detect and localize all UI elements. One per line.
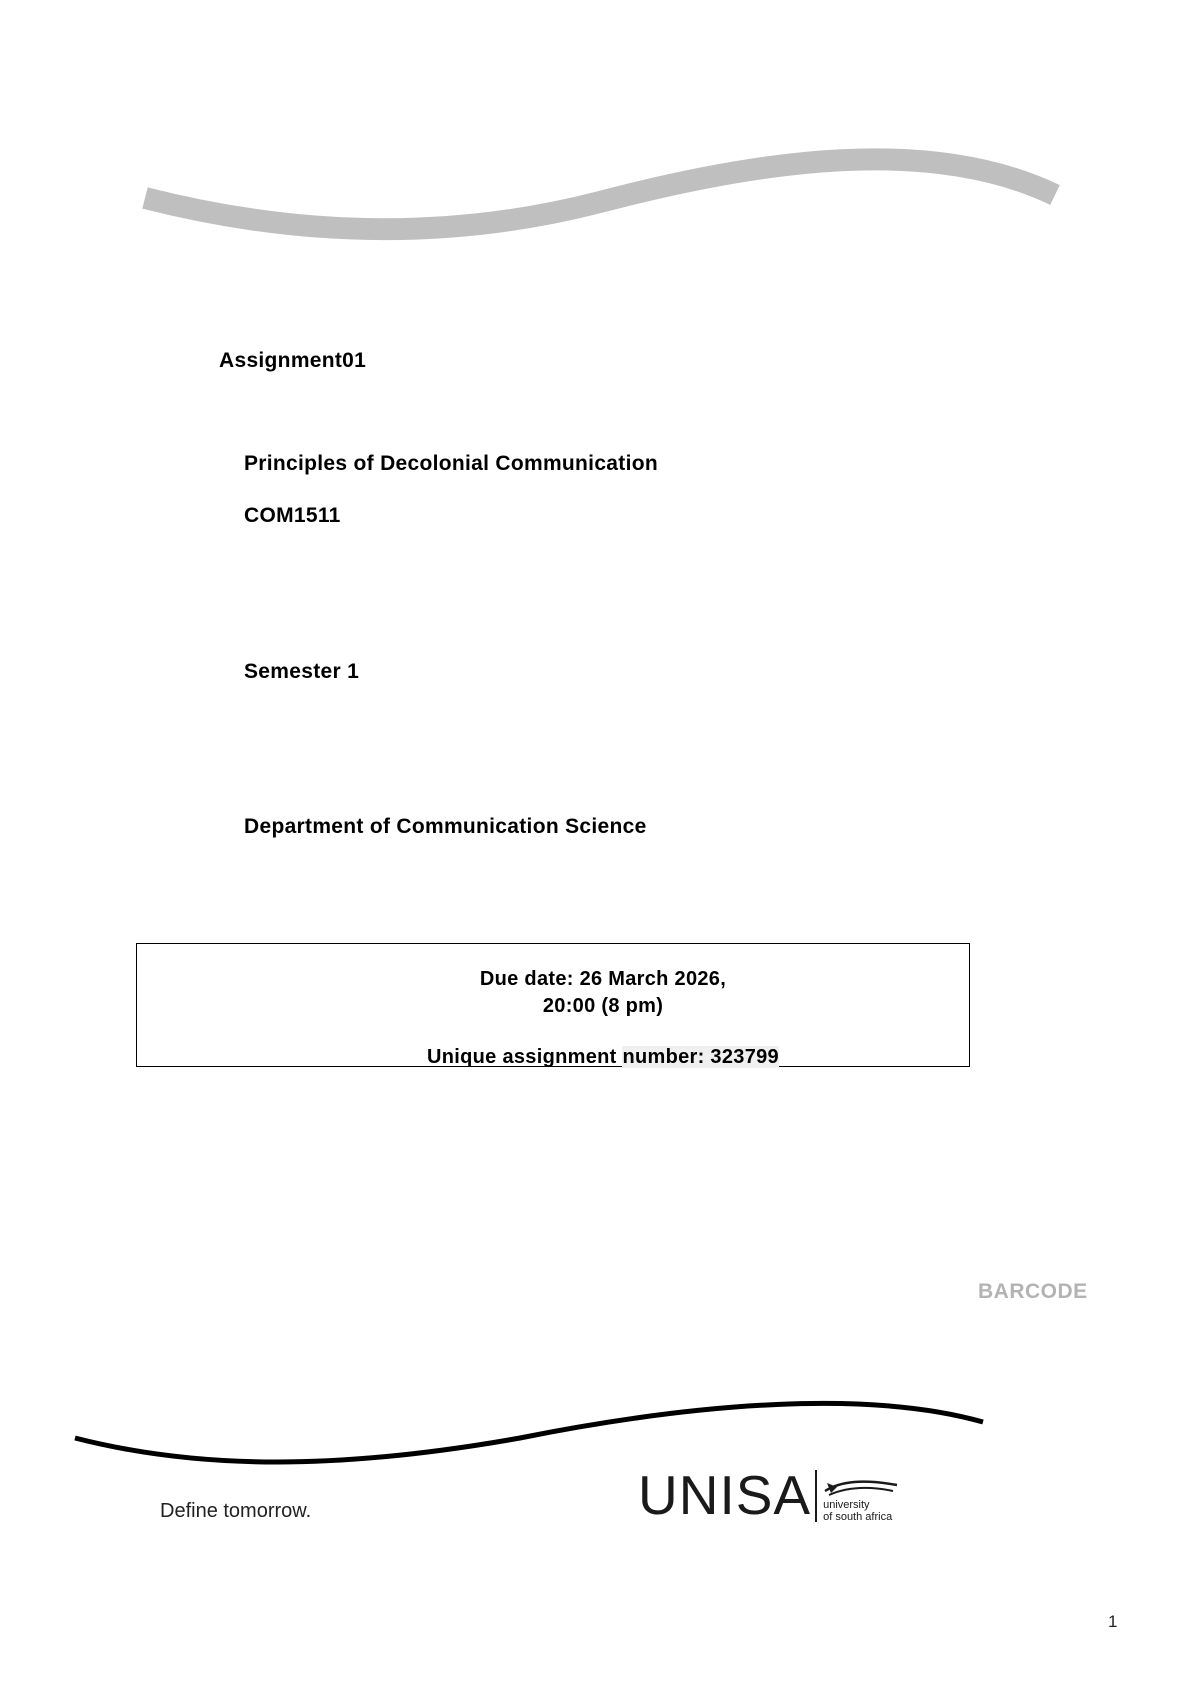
barcode-placeholder: BARCODE <box>978 1280 1088 1303</box>
module-code: COM1511 <box>244 504 341 527</box>
tagline: Define tomorrow. <box>160 1500 312 1522</box>
page-number: 1 <box>1108 1612 1118 1631</box>
unique-number-prefix: Unique assignment <box>427 1046 623 1068</box>
logo-divider <box>815 1470 817 1522</box>
logo-wordmark: UNISA <box>638 1464 812 1526</box>
top-wave-decoration <box>0 140 1200 250</box>
due-time-line: 20:00 (8 pm) <box>542 995 664 1017</box>
bottom-wave-decoration <box>0 1390 1200 1470</box>
semester-label: Semester 1 <box>244 660 360 683</box>
unique-assignment-number <box>137 1046 969 1069</box>
department-label: Department of Communication Science <box>244 815 647 838</box>
due-date-box <box>136 943 970 1067</box>
due-date-line: Due date: 26 March 2026, <box>479 968 727 990</box>
logo-side <box>823 1469 899 1523</box>
unisa-logo <box>638 1464 899 1526</box>
logo-line-south-africa: of south africa <box>823 1510 893 1523</box>
logo-line-university: university <box>823 1498 870 1511</box>
module-title: Principles of Decolonial Communication <box>244 452 658 475</box>
unique-number-value: number: 323799 <box>622 1046 779 1068</box>
logo-emblem-icon <box>823 1477 899 1499</box>
assignment-label: Assignment01 <box>219 349 367 372</box>
